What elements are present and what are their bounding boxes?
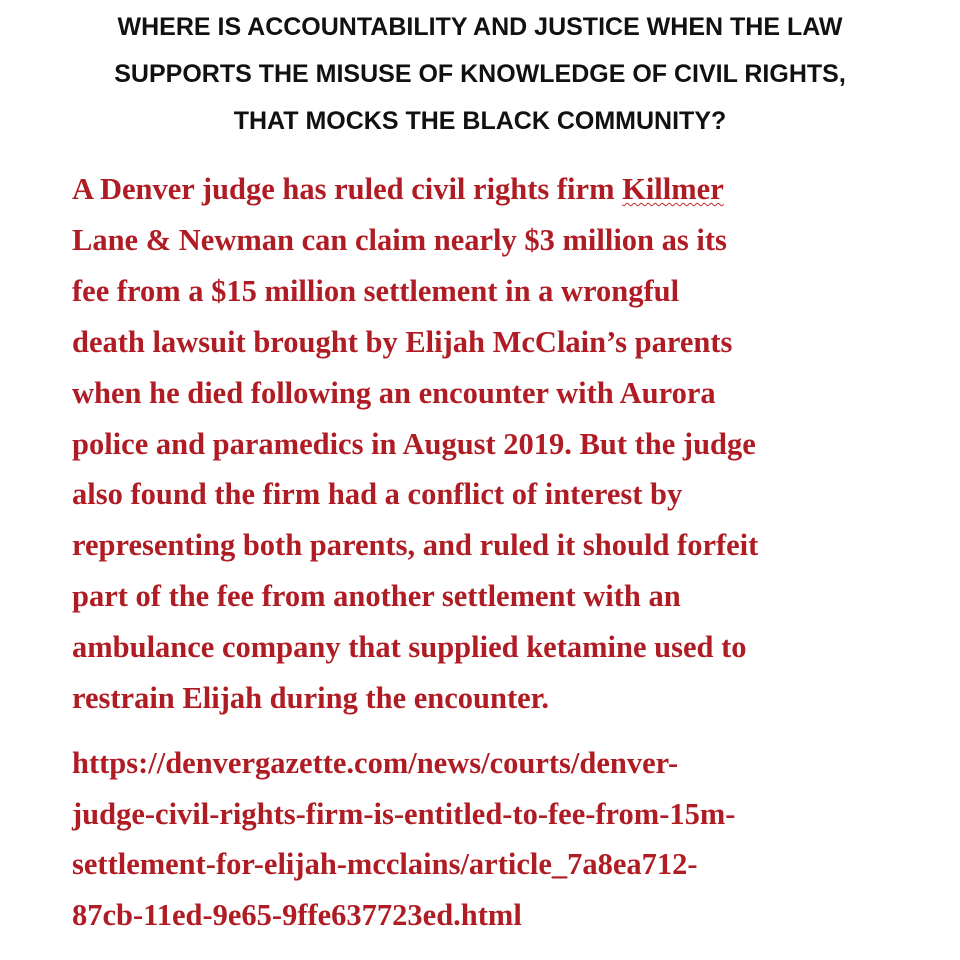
- article-paragraph: [72, 164, 932, 724]
- article-line-1-text: A Denver judge has ruled civil rights firm: [72, 172, 623, 206]
- source-url-line-3[interactable]: settlement-for-elijah-mcclains/article_7a8ea712-: [72, 847, 698, 881]
- heading-line-1: WHERE IS ACCOUNTABILITY AND JUSTICE WHEN THE LAW: [117, 13, 843, 41]
- heading-line-2: SUPPORTS THE MISUSE OF KNOWLEDGE OF CIVIL RIGHTS,: [114, 60, 846, 88]
- article-line-8: representing both parents, and ruled it should forfeit: [72, 528, 759, 563]
- source-url-line-2[interactable]: judge-civil-rights-firm-is-entitled-to-fee-from-15m-: [72, 796, 736, 831]
- article-line-1: [72, 164, 932, 215]
- article-line-7: also found the firm had a conflict of interest by: [72, 477, 683, 512]
- article-line-9: part of the fee from another settlement with an: [72, 579, 681, 614]
- article-line-11: restrain Elijah during the encounter.: [72, 681, 550, 716]
- spellcheck-flagged-word[interactable]: Killmer: [622, 172, 724, 206]
- source-url-line-1[interactable]: https://denvergazette.com/news/courts/denver-: [72, 746, 679, 780]
- article-line-4: death lawsuit brought by Elijah McClain’s parents: [72, 324, 733, 359]
- article-line-2: Lane & Newman can claim nearly $3 million as its: [72, 222, 727, 257]
- article-line-5: when he died following an encounter with Aurora: [72, 375, 716, 410]
- source-url[interactable]: [72, 738, 932, 940]
- article-line-10: ambulance company that supplied ketamine used to: [72, 630, 747, 665]
- article-line-6: police and paramedics in August 2019. But the judge: [72, 426, 756, 461]
- page-heading: [40, 4, 920, 145]
- source-url-line-4[interactable]: 87cb-11ed-9e65-9ffe637723ed.html: [72, 897, 522, 932]
- article-line-3: fee from a $15 million settlement in a wrongful: [72, 273, 680, 308]
- heading-line-3: THAT MOCKS THE BLACK COMMUNITY?: [233, 107, 727, 135]
